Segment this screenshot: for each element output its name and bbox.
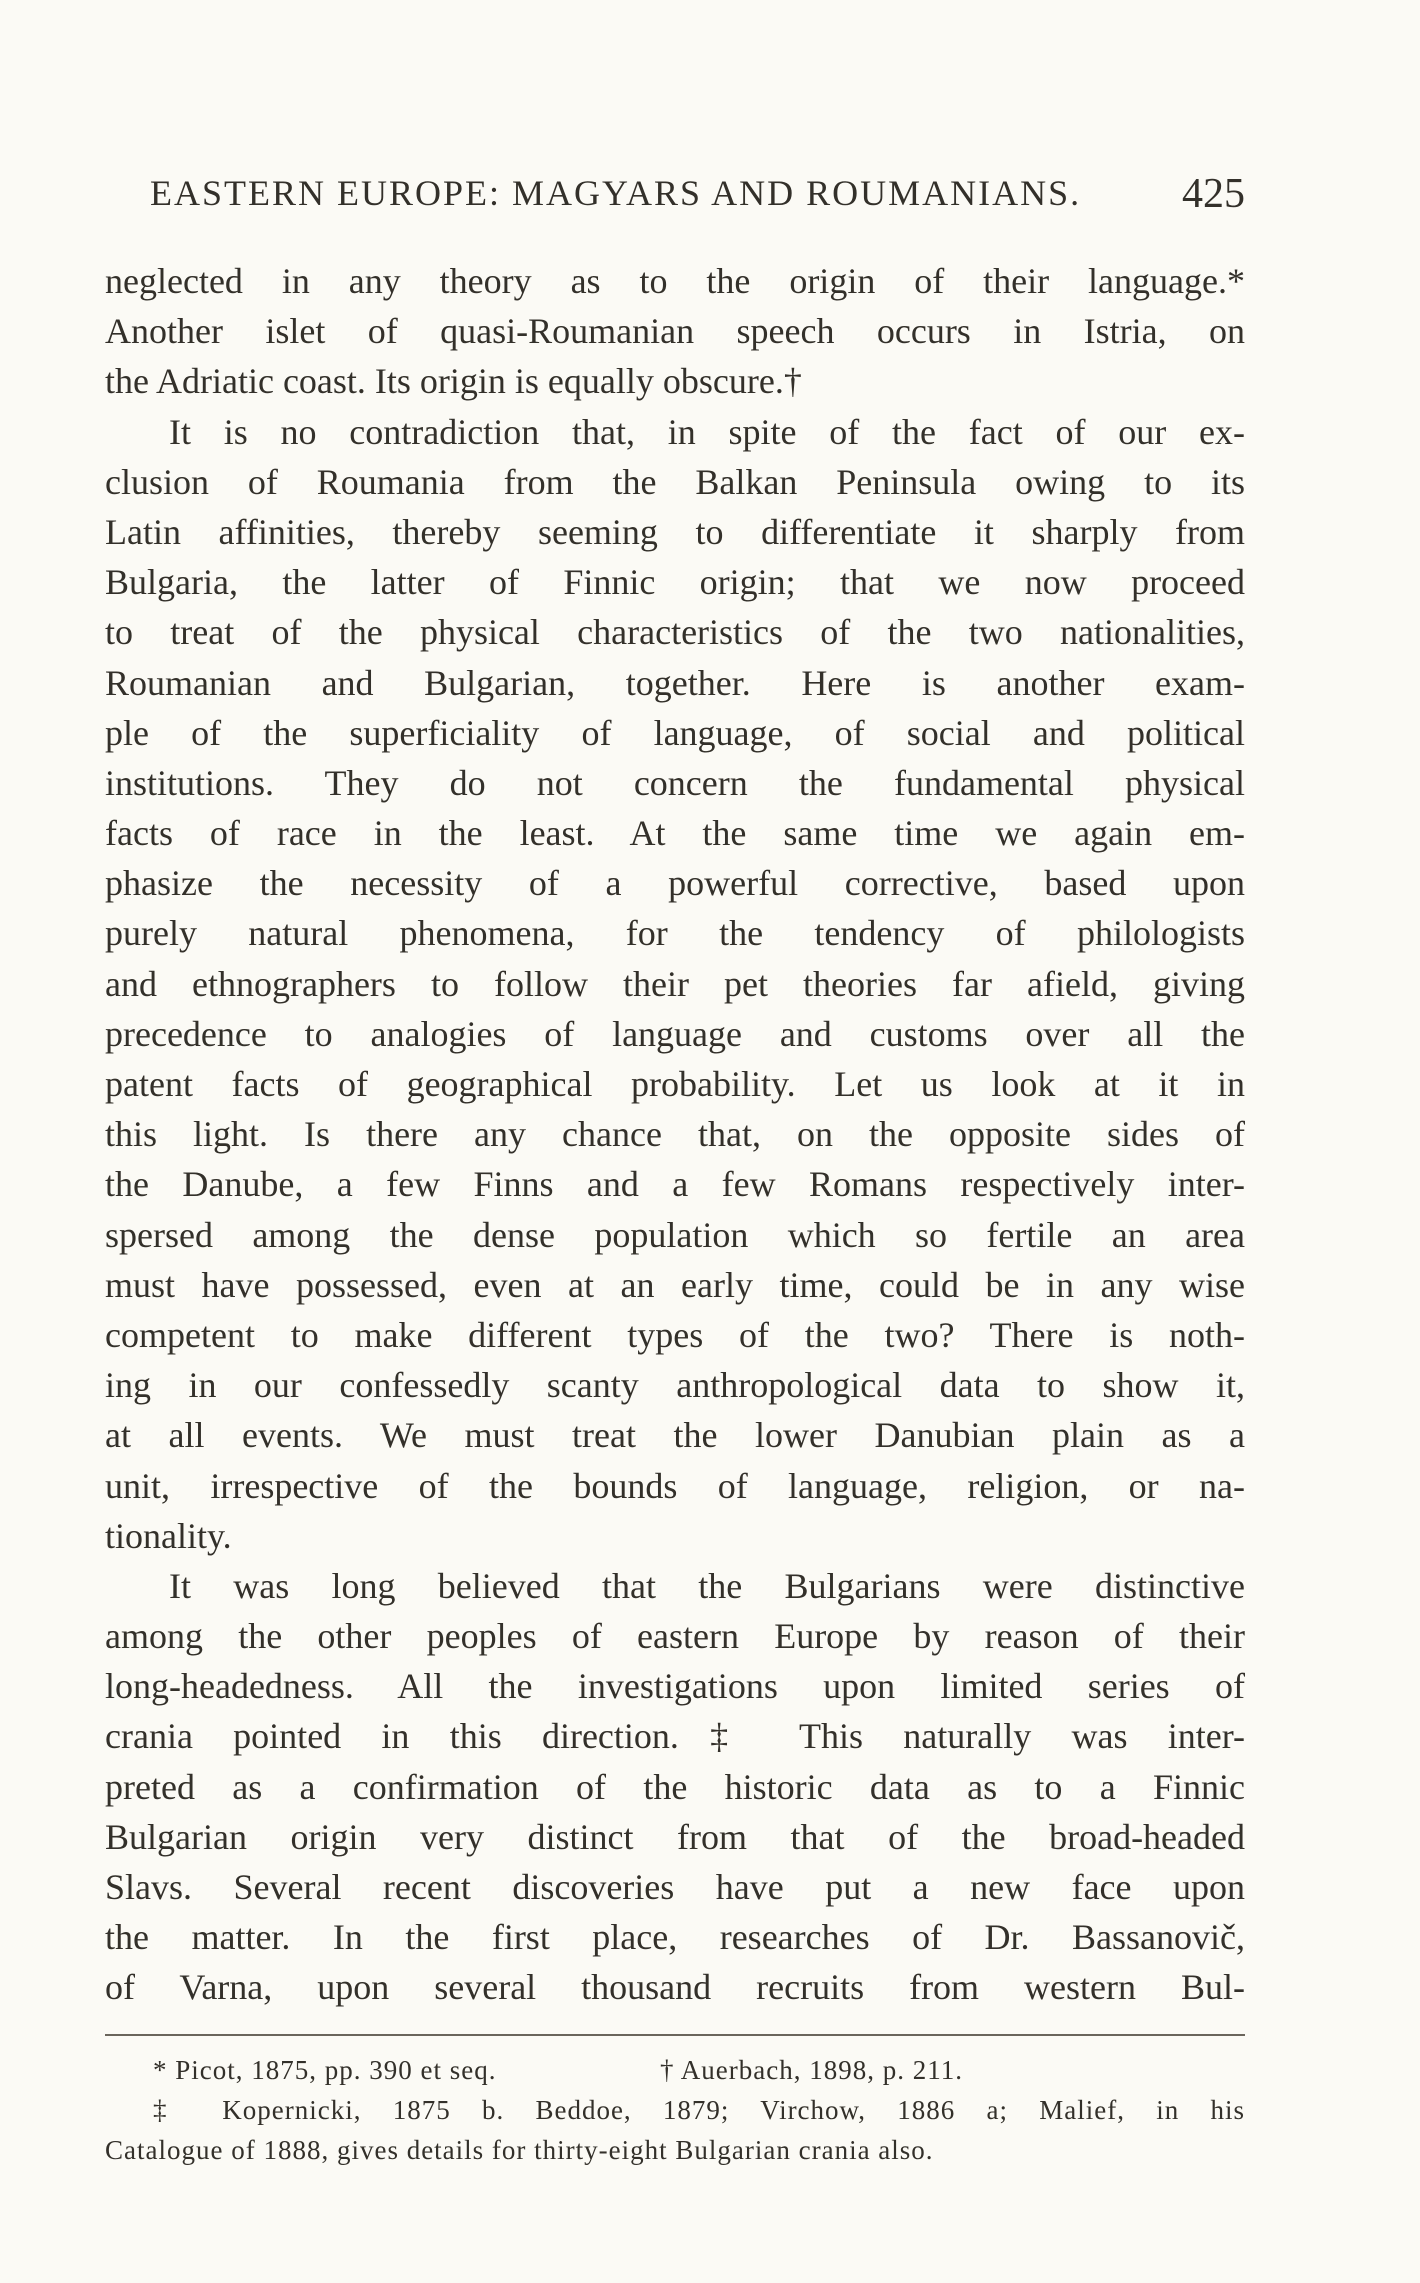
text-line: phasize the necessity of a powerful corrective, based upon xyxy=(105,863,1245,904)
footnote-row xyxy=(105,2050,1245,2090)
text-line: the matter. In the first place, researches of Dr. Bassanovič, xyxy=(105,1917,1245,1958)
text-line: of Varna, upon several thousand recruits from western Bul- xyxy=(105,1967,1245,2008)
text-line: tionality. xyxy=(105,1515,232,1556)
footnote-3-continuation: Catalogue of 1888, gives details for thirty-eight Bulgarian crania also. xyxy=(105,2135,934,2165)
running-head xyxy=(0,172,1420,232)
text-line: Bulgarian origin very distinct from that of the broad-headed xyxy=(105,1816,1245,1857)
text-line: this light. Is there any chance that, on the opposite sides of xyxy=(105,1114,1245,1155)
text-line: crania pointed in this direction.‡ This naturally was inter- xyxy=(105,1716,1245,1757)
text-line: the Danube, a few Finns and a few Romans respectively inter- xyxy=(105,1164,1245,1205)
text-line: Another islet of quasi-Roumanian speech occurs in Istria, on xyxy=(105,311,1245,352)
text-line: spersed among the dense population which so fertile an area xyxy=(105,1214,1245,1255)
text-line: neglected in any theory as to the origin of their language.* xyxy=(105,261,1245,301)
footnotes xyxy=(105,2050,1245,2170)
text-line: institutions. They do not concern the fundamental physical xyxy=(105,762,1245,803)
footnote-divider xyxy=(105,2034,1245,2036)
running-head-title: EASTERN EUROPE: MAGYARS AND ROUMANIANS. xyxy=(150,173,1082,213)
footnote-3: ‡ Kopernicki, 1875 b. Beddoe, 1879; Virchow, 1886 a; Malief, in his xyxy=(153,2095,1245,2125)
text-line: ple of the superficiality of language, of social and political xyxy=(105,712,1245,753)
text-line: facts of race in the least. At the same time we again em- xyxy=(105,813,1245,854)
text-line: unit, irrespective of the bounds of language, religion, or na- xyxy=(105,1465,1245,1506)
text-line: Roumanian and Bulgarian, together. Here is another exam- xyxy=(105,662,1245,703)
text-line: among the other peoples of eastern Europe by reason of their xyxy=(105,1616,1245,1657)
paragraph-start-line: It was long believed that the Bulgarians were distinctive xyxy=(169,1565,1245,1606)
text-line: precedence to analogies of language and customs over all the xyxy=(105,1013,1245,1054)
text-line: Latin affinities, thereby seeming to differentiate it sharply from xyxy=(105,511,1245,552)
text-line: to treat of the physical characteristics of the two nationalities, xyxy=(105,612,1245,653)
body-text xyxy=(105,256,1245,2013)
text-line: ing in our confessedly scanty anthropological data to show it, xyxy=(105,1365,1245,1406)
text-line: must have possessed, even at an early time, could be in any wise xyxy=(105,1264,1245,1305)
text-line: long-headedness. All the investigations upon limited series of xyxy=(105,1666,1245,1707)
text-line: and ethnographers to follow their pet theories far afield, giving xyxy=(105,963,1245,1004)
text-line: Bulgaria, the latter of Finnic origin; that we now proceed xyxy=(105,562,1245,603)
text-line: the Adriatic coast. Its origin is equally obscure.† xyxy=(105,361,802,402)
text-line: at all events. We must treat the lower Danubian plain as a xyxy=(105,1415,1245,1456)
text-line: patent facts of geographical probability. Let us look at it in xyxy=(105,1064,1245,1104)
footnote-1: * Picot, 1875, pp. 390 et seq. xyxy=(153,2055,497,2085)
paragraph-start-line: It is no contradiction that, in spite of the fact of our ex- xyxy=(169,411,1245,452)
text-line: clusion of Roumania from the Balkan Peninsula owing to its xyxy=(105,461,1245,502)
text-line: competent to make different types of the two? There is noth- xyxy=(105,1314,1245,1355)
footnote-2: † Auerbach, 1898, p. 211. xyxy=(660,2055,963,2085)
text-line: Slavs. Several recent discoveries have put a new face upon xyxy=(105,1867,1245,1907)
page-number: 425 xyxy=(1182,171,1245,217)
text-line: purely natural phenomena, for the tendency of philologists xyxy=(105,913,1245,954)
text-line: preted as a confirmation of the historic data as to a Finnic xyxy=(105,1766,1245,1807)
